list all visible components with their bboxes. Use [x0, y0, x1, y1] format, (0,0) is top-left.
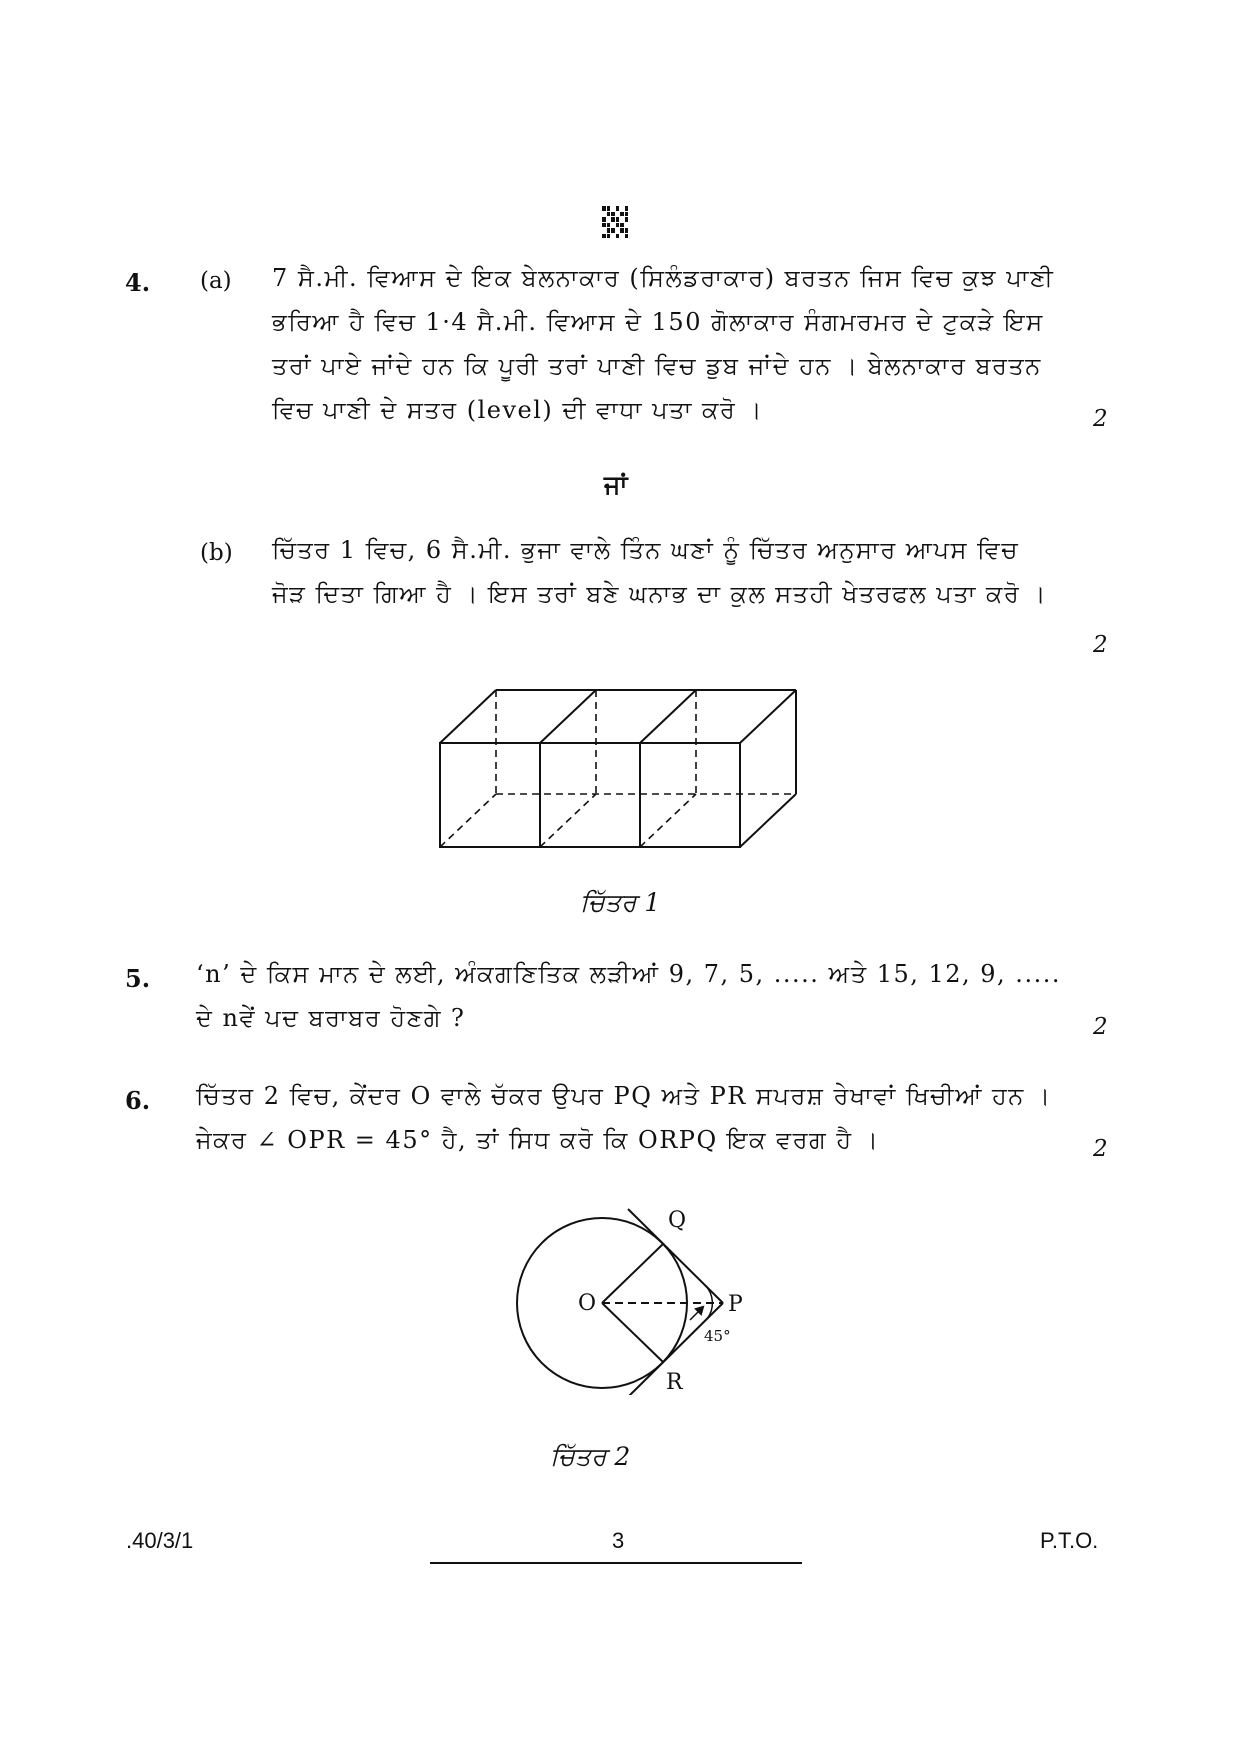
question-4b-marks: 2: [1093, 632, 1108, 658]
question-4-number: 4.: [125, 268, 151, 297]
figure-1-cuboid: [430, 680, 820, 860]
figure-1-caption: ਚਿੱਤਰ 1: [580, 888, 661, 917]
footer-rule: [430, 1562, 802, 1564]
question-4b-text: ਚਿੱਤਰ 1 ਵਿਚ, 6 ਸੈ.ਮੀ. ਭੁਜਾ ਵਾਲੇ ਤਿੰਨ ਘਣਾਂ ਨੂੰ ਚਿੱਤਰ ਅਨੁਸਾਰ ਆਪਸ ਵਿਚ ਜੋੜ ਦਿਤਾ ਗਿਆ ਹੈ । ਇਸ ਤਰਾਂ ਬਣੇ ਘਨਾਭ ਦਾ ਕੁਲ ਸਤਹੀ ਖੇਤਰਫਲ ਪਤਾ ਕਰੋ ।: [272, 536, 1048, 608]
question-4b-label: (b): [200, 540, 233, 566]
label-R: R: [666, 1370, 683, 1395]
question-5-text: ‘n’ ਦੇ ਕਿਸ ਮਾਨ ਦੇ ਲਈ, ਅੰਕਗਣਿਤਿਕ ਲੜੀਆਂ 9, 7, 5, ..... ਅਤੇ 15, 12, 9, ..... ਦੇ nਵੇਂ ਪਦ ਬਰਾਬਰ ਹੋਣਗੇ ?: [196, 960, 1061, 1032]
page-number: 3: [612, 1528, 625, 1553]
figure-2-circle-tangents: [500, 1195, 780, 1395]
label-O: O: [578, 1291, 597, 1316]
question-4a-marks: 2: [1093, 406, 1108, 432]
label-angle: 45°: [704, 1327, 731, 1345]
qr-code-icon: [602, 206, 628, 238]
question-6-text: ਚਿੱਤਰ 2 ਵਿਚ, ਕੇਂਦਰ O ਵਾਲੇ ਚੱਕਰ ਉਪਰ PQ ਅਤੇ PR ਸਪਰਸ਼ ਰੇਖਾਵਾਂ ਖਿਚੀਆਂ ਹਨ । ਜੇਕਰ ∠ OPR = 45° ਹੈ, ਤਾਂ ਸਿਧ ਕਰੋ ਕਿ ORPQ ਇਕ ਵਰਗ ਹੈ ।: [196, 1082, 1052, 1154]
question-5-marks: 2: [1093, 1014, 1108, 1040]
figure-2-caption: ਚਿੱਤਰ 2: [550, 1442, 631, 1471]
question-5-number: 5.: [125, 964, 151, 993]
label-Q: Q: [668, 1208, 687, 1233]
question-6-marks: 2: [1093, 1136, 1108, 1162]
or-separator: ਜਾਂ: [604, 470, 628, 499]
question-6-number: 6.: [125, 1086, 151, 1115]
pto-label: P.T.O.: [1040, 1528, 1099, 1553]
label-P: P: [728, 1292, 743, 1317]
question-4a-label: (a): [200, 268, 232, 294]
question-4a-text: 7 ਸੈ.ਮੀ. ਵਿਆਸ ਦੇ ਇਕ ਬੇਲਨਾਕਾਰ (ਸਿਲੰਡਰਾਕਾਰ) ਬਰਤਨ ਜਿਸ ਵਿਚ ਕੁਝ ਪਾਣੀ ਭਰਿਆ ਹੈ ਵਿਚ 1·4 ਸੈ.ਮੀ. ਵਿਆਸ ਦੇ 150 ਗੋਲਾਕਾਰ ਸੰਗਮਰਮਰ ਦੇ ਟੁਕੜੇ ਇਸ ਤਰਾਂ ਪਾਏ ਜਾਂਦੇ ਹਨ ਕਿ ਪੂਰੀ ਤਰਾਂ ਪਾਣੀ ਵਿਚ ਡੁਬ ਜਾਂਦੇ ਹਨ । ਬੇਲਨਾਕਾਰ ਬਰਤਨ ਵਿਚ ਪਾਣੀ ਦੇ ਸਤਰ (level) ਦੀ ਵਾਧਾ ਪਤਾ ਕਰੋ ।: [272, 264, 1055, 424]
paper-code: .40/3/1: [126, 1528, 194, 1553]
